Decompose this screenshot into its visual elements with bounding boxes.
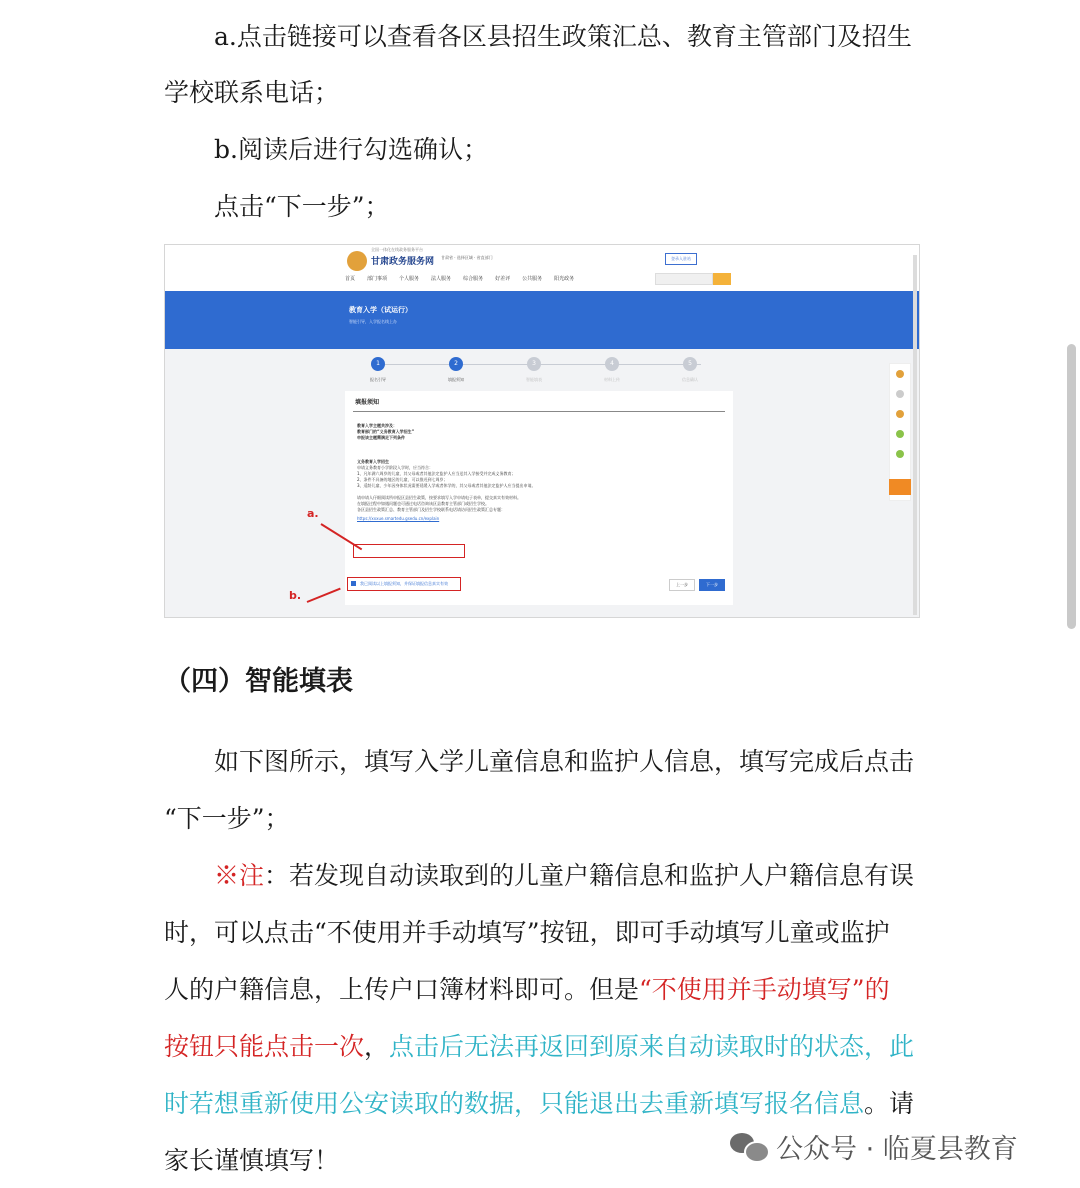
site-header	[165, 245, 919, 291]
notice-line: 2、条件不具备的地区的儿童，可以推迟到七周岁；	[357, 477, 448, 482]
region-selector[interactable]: 甘肃省 · 选择区域 · 省直部门	[441, 255, 493, 260]
notice-body	[357, 423, 536, 522]
note-line-5-text: 。请	[864, 1089, 915, 1118]
next-step-button[interactable]	[699, 579, 725, 591]
nav-item[interactable]: 公共服务	[522, 276, 543, 282]
agree-label: 我已阅读以上填报须知，并保证填报信息真实有效	[360, 581, 448, 586]
prev-step-label: 上一步	[676, 582, 688, 587]
note-line-1-text: ：若发现自动读取到的儿童户籍信息和监护人户籍信息有误	[264, 861, 915, 890]
note-line-3-text: 人的户籍信息，上传户口簿材料即可。但是	[164, 975, 640, 1004]
notice-line: 各区县招生政策汇总、教育主管部门及招生学校联系电话请访问招生政策汇总专题：	[357, 507, 505, 512]
floating-action-button[interactable]	[889, 479, 911, 495]
intro-line-b: b.阅读后进行勾选确认；	[214, 135, 488, 164]
intro-line-next: 点击“下一步”；	[214, 192, 390, 221]
page-scrollbar[interactable]	[1067, 344, 1076, 629]
search-button[interactable]	[713, 273, 731, 285]
step-marker: 4	[605, 357, 619, 371]
card-title: 填报须知	[355, 399, 380, 406]
nav-item[interactable]: 首页	[345, 276, 356, 282]
phone-icon[interactable]	[896, 450, 904, 458]
step-caption: 报名引导	[370, 377, 386, 382]
step-connector	[385, 364, 701, 365]
notice-line: 义务教育入学招生	[357, 459, 389, 464]
step-caption: 材料上传	[604, 377, 620, 382]
next-step-label: 下一步	[706, 582, 718, 587]
step-progress	[371, 357, 701, 387]
highlight-box-b	[347, 577, 461, 591]
nav-item[interactable]: 好差评	[495, 276, 511, 282]
notice-line: 在填报过程中如遇问题也可通过电话咨询该区县教育主管部门或招生学校。	[357, 501, 489, 506]
prev-step-button[interactable]	[669, 579, 695, 591]
note-line-4-sep: ，	[364, 1032, 390, 1061]
notice-line: 申请义务教育小学阶段入学时，应当符合：	[357, 465, 433, 470]
banner	[165, 291, 919, 349]
user-icon[interactable]	[896, 370, 904, 378]
note-line-4-highlight: 点击后无法再返回到原来自动读取时的状态，此	[389, 1032, 915, 1061]
embedded-screenshot	[164, 244, 920, 618]
section-heading: （四）智能填表	[164, 666, 353, 697]
wechat-icon	[730, 1131, 768, 1161]
nav-item[interactable]: 综合服务	[463, 276, 484, 282]
intro-line-a: a.点击链接可以查看各区县招生政策汇总、教育主管部门及招生	[214, 22, 912, 51]
nav-item[interactable]: 部门事项	[367, 276, 388, 282]
step-marker: 3	[527, 357, 541, 371]
note-line-3	[164, 973, 890, 1007]
login-button[interactable]: 登录入驻站	[665, 253, 697, 265]
policy-link[interactable]: https://xxxue.smartedu.gsedu.cn/explain	[357, 516, 440, 521]
notice-line: 请申请人仔细阅读所申报区县招生政策，按要求填写入学申请电子表单，提交真实有效材料。	[357, 495, 521, 500]
nav-item[interactable]: 阳光政务	[554, 276, 575, 282]
note-line-1	[214, 859, 914, 893]
annotation-b-arrow	[307, 588, 341, 603]
site-title: 甘肃政务服务网	[371, 257, 435, 267]
notice-line: 教育入学主题共涉及：	[357, 423, 397, 428]
chat-icon[interactable]	[896, 430, 904, 438]
step-caption: 智能填表	[526, 377, 542, 382]
step-caption: 填报须知	[448, 377, 464, 382]
note-line-2: 时，可以点击“不使用并手动填写”按钮，即可手动填写儿童或监护	[164, 918, 890, 947]
step-marker: 2	[449, 357, 463, 371]
step-caption: 信息确认	[682, 377, 698, 382]
banner-title: 教育入学（试运行）	[349, 306, 412, 314]
step-marker: 1	[371, 357, 385, 371]
step-marker: 5	[683, 357, 697, 371]
notice-card	[345, 391, 733, 605]
notice-line: 3、适龄儿童、少年因身体状况需要延缓入学或者休学的，其父母或者其他法定监护人应当提出申请。	[357, 483, 536, 488]
note-line-4-emphasis: 按钮只能点击一次	[164, 1032, 365, 1061]
service-icon[interactable]	[896, 410, 904, 418]
banner-subtitle: 智能引导，入学报名线上办	[349, 319, 397, 324]
intro-line-a-cont: 学校联系电话；	[164, 78, 340, 107]
note-line-6: 家长谨慎填写！	[164, 1146, 340, 1175]
watermark-text: 公众号 · 临夏县教育	[776, 1133, 1018, 1165]
nav-item[interactable]: 法人服务	[431, 276, 452, 282]
note-line-5-highlight: 时若想重新使用公安读取的数据，只能退出去重新填写报名信息	[164, 1089, 865, 1118]
notice-line: 1、凡年满六周岁的儿童，其父母或者其他法定监护人应当送其入学接受并完成义务教育；	[357, 471, 516, 476]
note-line-3-emphasis: “不使用并手动填写”的	[639, 975, 890, 1004]
note-line-4	[164, 1030, 914, 1064]
site-subtitle: 全国一体化在线政务服务平台	[371, 247, 423, 252]
annotation-b: b.	[289, 589, 302, 602]
notice-line	[357, 441, 536, 459]
body-p1-line1: 如下图所示，填写入学儿童信息和监护人信息，填写完成后点击	[214, 747, 915, 776]
site-nav	[345, 275, 574, 282]
notice-line: 教育部门的“义务教育入学招生”	[357, 429, 415, 434]
highlight-box-a	[353, 544, 465, 558]
nav-item[interactable]: 个人服务	[399, 276, 420, 282]
agree-checkbox[interactable]	[351, 581, 356, 586]
note-line-5	[164, 1087, 914, 1121]
document-icon[interactable]	[896, 390, 904, 398]
wechat-watermark	[730, 1126, 1018, 1166]
search-input[interactable]	[655, 273, 713, 285]
notice-line: 申报该主题需满足下列条件	[357, 435, 405, 440]
annotation-a: a.	[307, 507, 319, 520]
divider	[353, 411, 725, 412]
body-p1-line2: “下一步”；	[164, 804, 290, 833]
embedded-scrollbar	[913, 255, 917, 615]
note-mark: ※注	[214, 861, 265, 890]
site-logo-icon	[347, 251, 367, 271]
